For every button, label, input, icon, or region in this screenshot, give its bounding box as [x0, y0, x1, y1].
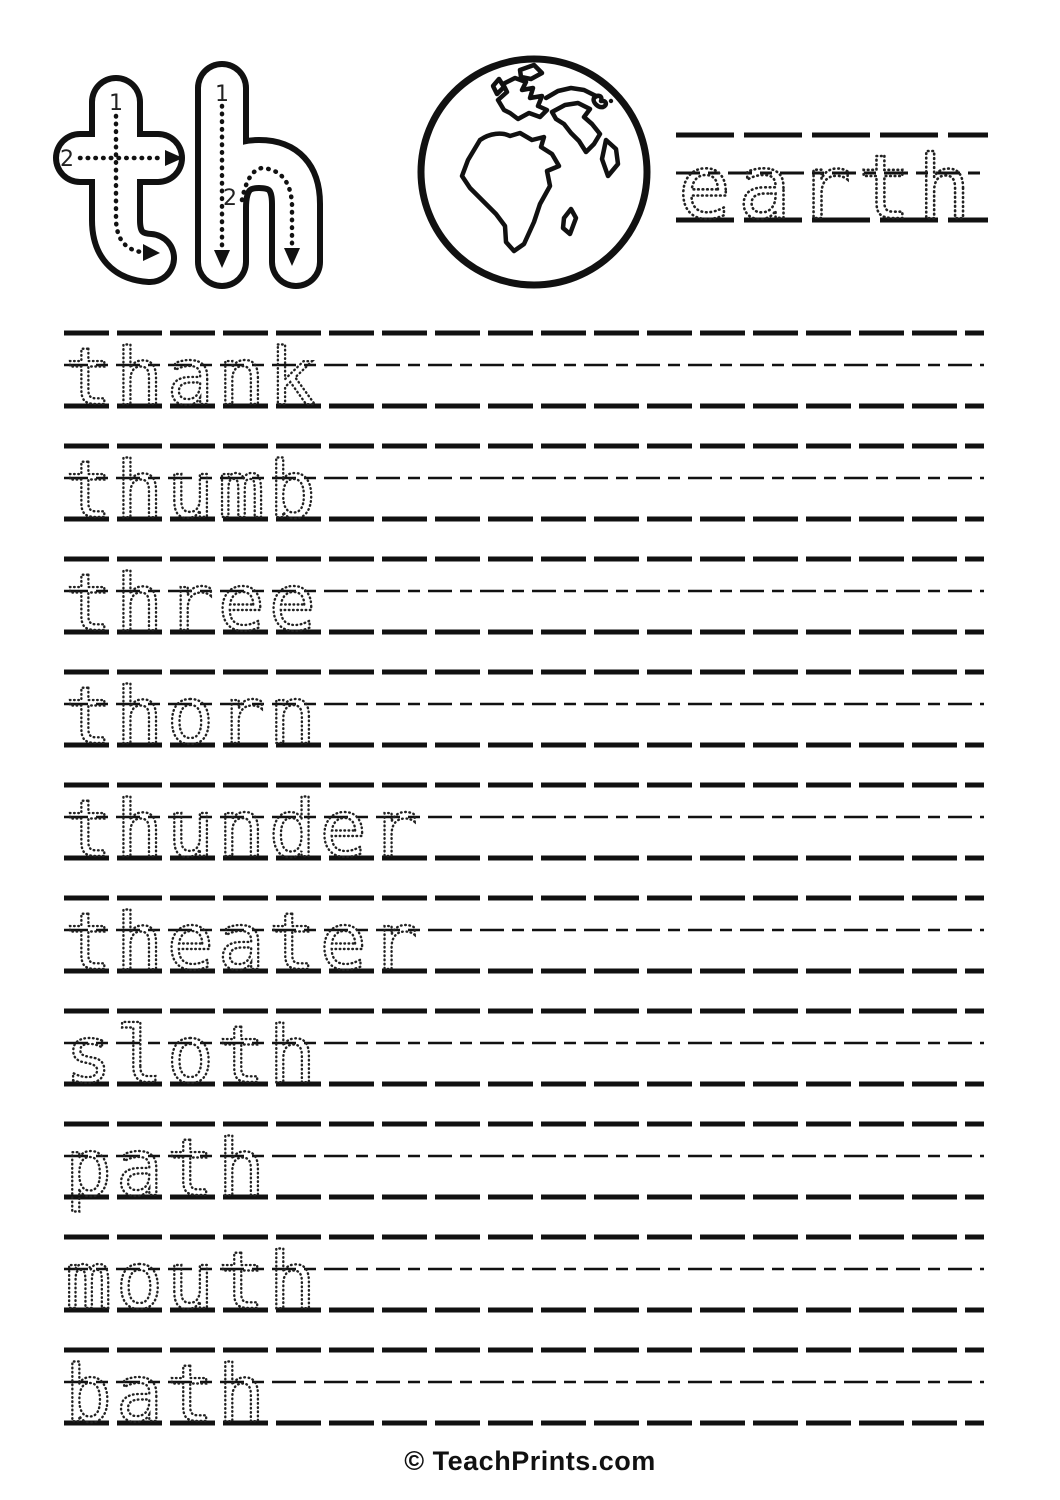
trace-word: theater: [65, 898, 422, 988]
trace-word: sloth: [65, 1011, 320, 1101]
practice-row: [62, 781, 986, 881]
region-middle-east: [552, 103, 600, 152]
trace-word: thumb: [65, 446, 320, 536]
practice-row: [62, 1007, 986, 1107]
practice-rows: [62, 329, 986, 1459]
continent-europe: [498, 78, 547, 119]
footer-credit: © TeachPrints.com: [404, 1446, 656, 1476]
h-stroke-number-1: 1: [215, 82, 229, 107]
t-stroke-number-1: 1: [109, 91, 123, 116]
region-india: [602, 140, 618, 176]
practice-row: [62, 1346, 986, 1446]
h-stroke-number-2: 2: [223, 186, 237, 211]
sea-caspian: [594, 96, 606, 107]
practice-row: [62, 555, 986, 655]
practice-row: [62, 1120, 986, 1220]
header-trace-block: [674, 108, 990, 240]
practice-row: [62, 894, 986, 994]
trace-word: earth: [678, 136, 978, 239]
practice-row: [62, 442, 986, 542]
practice-row: [62, 1233, 986, 1333]
region-scandinavia: [520, 65, 542, 79]
practice-row: [62, 329, 986, 429]
sea-dot: [609, 99, 613, 103]
practice-row: [62, 668, 986, 768]
trace-word: path: [65, 1124, 269, 1214]
trace-word: thorn: [65, 672, 320, 762]
continent-africa: [462, 133, 559, 251]
digraph-th-stroke-guide: [46, 58, 346, 298]
trace-word: thunder: [65, 785, 422, 875]
trace-word: bath: [65, 1350, 269, 1440]
trace-word: mouth: [65, 1237, 320, 1327]
trace-word: three: [65, 559, 320, 649]
earth-globe-icon: [408, 46, 660, 298]
trace-word: thank: [65, 333, 320, 423]
coast-asia: [546, 88, 596, 98]
island-britain: [493, 79, 504, 94]
island-madagascar: [563, 209, 576, 234]
t-stroke-number-2: 2: [60, 147, 74, 172]
